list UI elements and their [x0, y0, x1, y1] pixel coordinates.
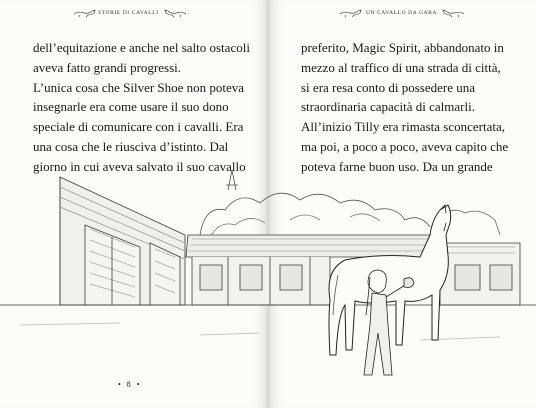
right-running-head: UN CAVALLO DA GARA: [366, 10, 437, 16]
left-page-text: [33, 38, 253, 177]
text-line: dell’equitazione e anche nel salto ostacoli: [33, 40, 250, 55]
text-line: mezzo al traffico di una strada di città,: [301, 59, 501, 75]
text-line: speciale di comunicare con i cavalli. Era: [33, 119, 244, 135]
text-line: poteva farne buon uso. Da un grande: [301, 158, 493, 174]
text-line: una cosa che le riusciva d’istinto. Dal: [33, 138, 229, 154]
left-header-horse-icon: [72, 8, 98, 18]
text-line: insegnarle era come usare il suo dono: [33, 99, 229, 115]
text-line: L’unica cosa che Silver Shoe non poteva: [33, 79, 245, 95]
text-line: giorno in cui aveva salvato il suo cavallo: [33, 158, 246, 174]
right-header-horse-icon: [338, 8, 364, 18]
text-line: straordinaria capacità di calmarli.: [301, 99, 475, 115]
text-line: preferito, Magic Spirit, abbandonato in: [301, 40, 504, 55]
text-line: si era resa conto di possedere una: [301, 79, 475, 95]
left-running-head: STORIE DI CAVALLI: [98, 10, 159, 16]
right-header-horse-icon-2: [440, 8, 466, 18]
page-number: • 8 •: [118, 380, 142, 389]
text-line: aveva fatto grandi progressi.: [33, 59, 182, 75]
text-line: All’inizio Tilly era rimasta sconcertata,: [301, 119, 505, 135]
right-page-text: [301, 38, 521, 177]
left-header-horse-icon-2: [162, 8, 188, 18]
stable-yard-illustration: [0, 165, 536, 380]
text-line: ma poi, a poco a poco, aveva capito che: [301, 138, 509, 154]
